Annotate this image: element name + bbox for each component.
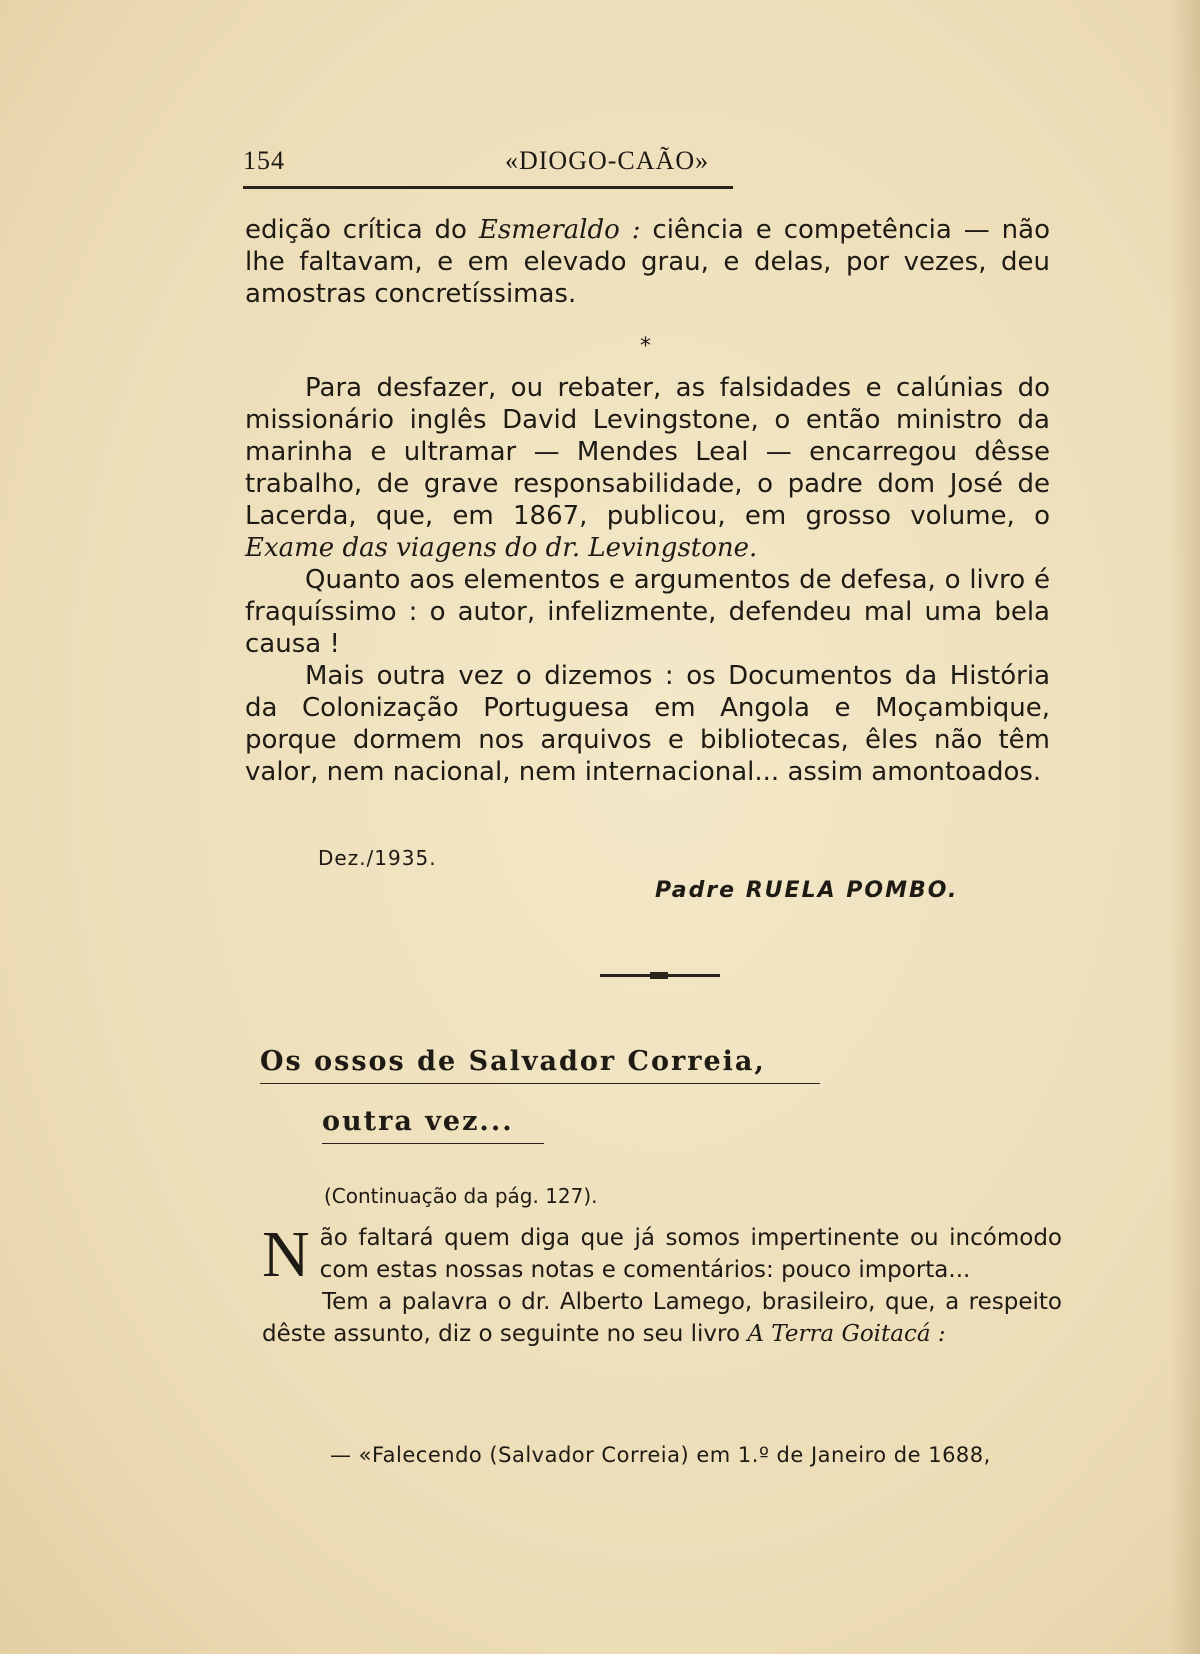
section-title: Os ossos de Salvador Correia, [260,1046,820,1084]
section-asterisk: * [640,334,651,359]
page-edge-shadow [1170,0,1200,1654]
paragraph-4: Mais outra vez o dizemos : os Documentos da História da Colonização Portuguesa em Angola e Moçambique, porque dormem nos arquivos e bibliotecas, êles não têm valor, nem nacional, nem internacional... assim amontoados. [245,661,1050,787]
paragraph-2-block [245,372,1050,788]
date-line: Dez./1935. [318,846,437,870]
paragraph-1-italic: Esmeraldo : [478,215,641,245]
section-subtitle: outra vez... [322,1106,544,1144]
book-title-italic: A Terra Goitacá : [747,1321,946,1347]
paragraph-1-text-a: edição crítica do [245,215,479,245]
continuation-note: (Continuação da pág. 127). [324,1184,598,1208]
section-body [262,1218,1062,1350]
paragraph-2-text: Para desfazer, ou rebater, as falsidades e calúnias do missionário inglês David Levingstone, o então ministro da marinha e ultramar — Mendes Leal — encarregou dêsse trabalho, de grave responsabilidade, o padre dom José de Lacerda, que, em 1867, publicou, em grosso volume, o [245,373,1050,531]
section-paragraph-2 [262,1286,1062,1350]
paragraph-2-italic: Exame das viagens do dr. Levingstone. [245,533,758,563]
running-title: «DIOGO-CAÃO» [505,146,710,175]
section-divider-ornament [650,972,668,979]
drop-cap: N [262,1218,310,1291]
section-paragraph-1-text: ão faltará quem diga que já somos impertinente ou incómodo com estas nossas notas e comentários: pouco importa... [319,1225,1062,1283]
paragraph-1-text-b: ciência e competência — não lhe faltavam, e em elevado grau, e delas, por vezes, deu amostras concretíssimas. [245,215,1050,309]
paragraph-1 [245,214,1050,310]
author-signature: Padre RUELA POMBO. [655,878,959,903]
paragraph-2 [245,372,1050,564]
quote-line: — «Falecendo (Salvador Correia) em 1.º de Janeiro de 1688, [330,1443,991,1467]
paragraph-3: Quanto aos elementos e argumentos de defesa, o livro é fraquíssimo : o autor, infelizmente, defendeu mal uma bela causa ! [245,565,1050,659]
section-paragraph-2-text: Tem a palavra o dr. Alberto Lamego, brasileiro, que, a respeito dêste assunto, diz o seguinte no seu livro [262,1289,1062,1347]
page-header [243,140,733,189]
section-paragraph-1 [262,1218,1062,1291]
page-number: 154 [243,146,285,175]
